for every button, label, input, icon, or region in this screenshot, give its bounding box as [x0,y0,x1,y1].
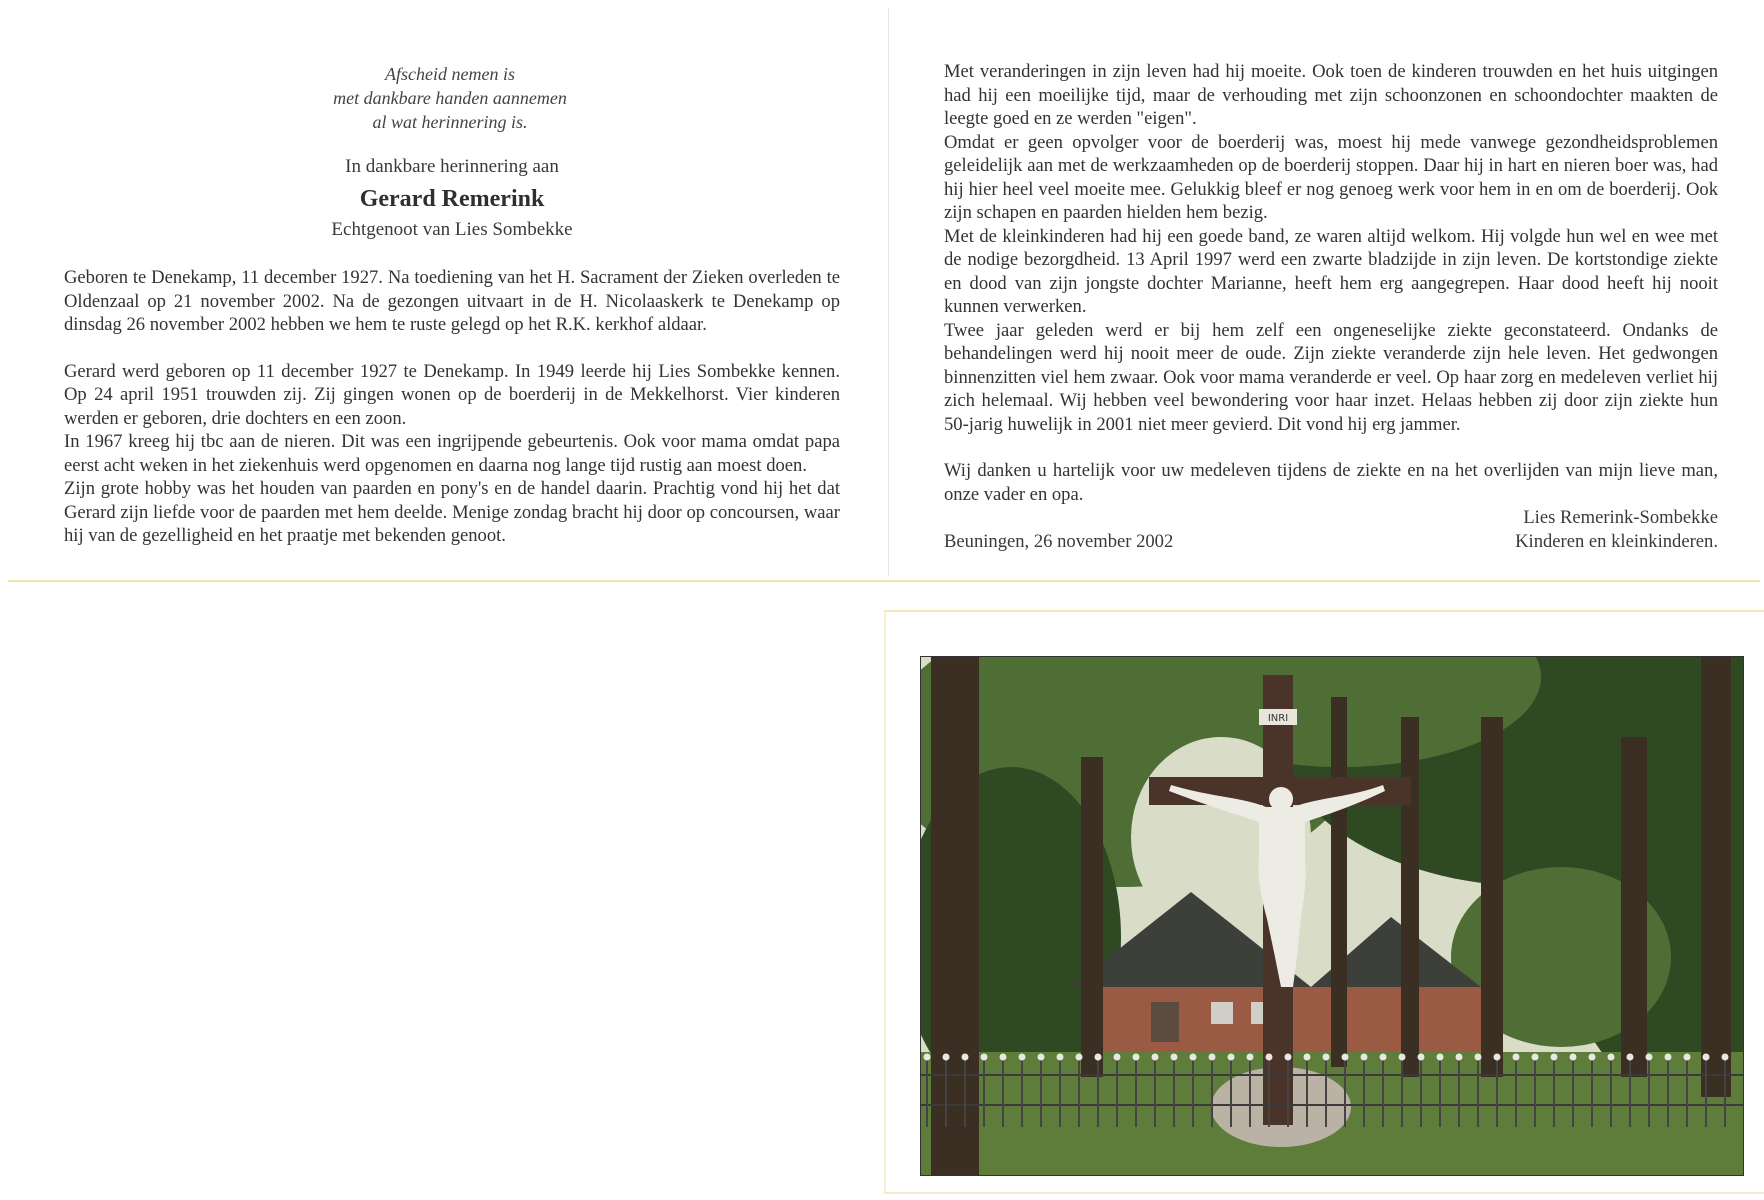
barn-door [1151,1002,1179,1042]
signoff-names [1515,506,1718,554]
fence-finial [1228,1054,1235,1061]
fence-finial [1133,1054,1140,1061]
fence-finial [1380,1054,1387,1061]
fence-finial [1114,1054,1121,1061]
fence-finial [1418,1054,1425,1061]
fence-finial [1095,1054,1102,1061]
fence-finial [1684,1054,1691,1061]
fence-finial [1532,1054,1539,1061]
biography-paragraph: Gerard werd geboren op 11 december 1927 te Denekamp. In 1949 leerde hij Lies Sombekke kennen. Op 24 april 1951 trouwden zij. Zij gingen wonen op de boerderij in de Mekkelhorst. Vier kinderen werden er geboren, drie dochters en een zoon. [64,360,840,429]
tree-trunk [931,657,979,1175]
spouse-line: Echtgenoot van Lies Sombekke [331,219,573,240]
tree-trunk [1081,757,1103,1077]
fence-finial [1038,1054,1045,1061]
fence-finial [924,1054,931,1061]
fence-finial [1361,1054,1368,1061]
biography-paragraph: Met veranderingen in zijn leven had hij moeite. Ook toen de kinderen trouwden en het huis uitgingen had hij een moeilijke tijd, maar de verhouding met zijn schoonzonen en schoondochter maakten de leegte goed en ze werden "eigen". [944,61,1718,129]
window [1211,1002,1233,1024]
deceased-name: Gerard Remerink [359,186,545,212]
fence-finial [1608,1054,1615,1061]
fence-finial [1551,1054,1558,1061]
biography-paragraph: Geboren te Denekamp, 11 december 1927. Na toediening van het H. Sacrament der Zieken overleden te Oldenzaal op 21 november 2002. Na de gezongen uitvaart in de H. Nicolaaskerk te Denekamp op dinsdag 26 november 2002 hebben we hem te ruste gelegd op het R.K. kerkhof aldaar. [64,267,840,335]
fence-finial [1266,1054,1273,1061]
crucifix-scene [921,657,1743,1175]
fence-finial [1247,1054,1254,1061]
biography-paragraph: Twee jaar geleden werd er bij hem zelf een ongeneselijke ziekte geconstateerd. Ondanks de behandelingen werd hij nooit meer de oude. Zijn ziekte veranderde zijn hele leven. Het gedwongen binnenzitten viel hem zwaar. Ook voor mama veranderde er veel. Op haar zorg en medeleven verliet hij zich helemaal. Wij hebben veel bewondering voor haar inzet. Helaas hebben zij door zijn ziekte hun 50-jarig huwelijk in 2001 niet meer gevierd. Dit vond hij erg jammer. [944,319,1718,435]
fence-finial [981,1054,988,1061]
left-panel [64,62,840,548]
fence-finial [1285,1054,1292,1061]
fence-finial [1152,1054,1159,1061]
biography-paragraph: Omdat er geen opvolger voor de boerderij was, moest hij mede vanwege gezondheidsproblemen geleidelijk aan met de werkzaamheden op de boerderij stoppen. Daar hij in hart en nieren boer was, had hij hier heel veel moeite mee. Gelukkig bleef er nog genoeg werk voor hem in en om de boerderij. Ook zijn schapen en paarden hielden hem bezig. [944,131,1718,223]
fence-finial [1076,1054,1083,1061]
biography-paragraph: Met de kleinkinderen had hij een goede band, ze waren altijd welkom. Hij volgde hun wel en wee met de nodige bezorgdheid. 13 April 1997 werd een zwarte bladzijde in zijn leven. De kortstondige ziekte en dood van zijn jongste dochter Marianne, heeft hem erg aangegrepen. Haar dood heeft hij nooit kunnen verwerken. [944,225,1718,317]
fence-finial [1456,1054,1463,1061]
tree-trunk [1701,657,1731,1097]
inri-label: INRI [1267,713,1289,724]
fence-finial [1171,1054,1178,1061]
fence-finial [1437,1054,1444,1061]
fence-finial [1646,1054,1653,1061]
fence-finial [1494,1054,1501,1061]
fence-finial [1323,1054,1330,1061]
fence-finial [1209,1054,1216,1061]
tree-trunk [1331,697,1347,1067]
tree-trunk [1621,737,1647,1077]
right-panel [944,60,1718,554]
photo-card [884,610,1764,1194]
biography-paragraph: Zijn grote hobby was het houden van paarden en pony's en de handel daarin. Prachtig vond hij het dat Gerard zijn liefde voor de paarden met hem deelde. Menige zondag bracht hij door op concoursen, waar hij van de gezelligheid en het praatje met bekenden genoot. [64,478,840,546]
tree-trunk [1401,717,1419,1077]
poem-line: Afscheid nemen is [385,64,515,84]
fence-finial [1722,1054,1729,1061]
fence-finial [1570,1054,1577,1061]
fence-finial [1000,1054,1007,1061]
fence-finial [1342,1054,1349,1061]
fence-finial [943,1054,950,1061]
fence-finial [1627,1054,1634,1061]
poem [60,62,840,134]
fence-finial [1399,1054,1406,1061]
tree-trunk [1481,717,1503,1077]
poem-line: met dankbare handen aannemen [333,88,567,108]
fence-finial [1475,1054,1482,1061]
fence-finial [1190,1054,1197,1061]
fence-finial [1665,1054,1672,1061]
fence-finial [1513,1054,1520,1061]
fence-finial [1703,1054,1710,1061]
poem-line: al wat herinnering is. [372,112,528,132]
fence-finial [1589,1054,1596,1061]
fence-finial [1057,1054,1064,1061]
signoff-name: Lies Remerink-Sombekke [1523,507,1718,528]
crucifix-photo [920,656,1744,1176]
memorial-intro: In dankbare herinnering aan [345,156,559,177]
biography-paragraph: In 1967 kreeg hij tbc aan de nieren. Dit was een ingrijpende gebeurtenis. Ook voor mama omdat papa eerst acht weken in het ziekenhuis werd opgenomen en daarna nog lange tijd rustig aan moest doen. [64,431,840,476]
card-fold-line [888,8,889,576]
corpus-head [1269,787,1293,811]
fence-finial [1019,1054,1026,1061]
signoff [944,506,1718,554]
signoff-name: Kinderen en kleinkinderen. [1515,531,1718,552]
fence-finial [962,1054,969,1061]
fence-finial [1304,1054,1311,1061]
place-date: Beuningen, 26 november 2002 [944,531,1174,552]
thanks-paragraph: Wij danken u hartelijk voor uw medeleven tijdens de ziekte en na het overlijden van mijn lieve man, onze vader en opa. [944,460,1718,505]
